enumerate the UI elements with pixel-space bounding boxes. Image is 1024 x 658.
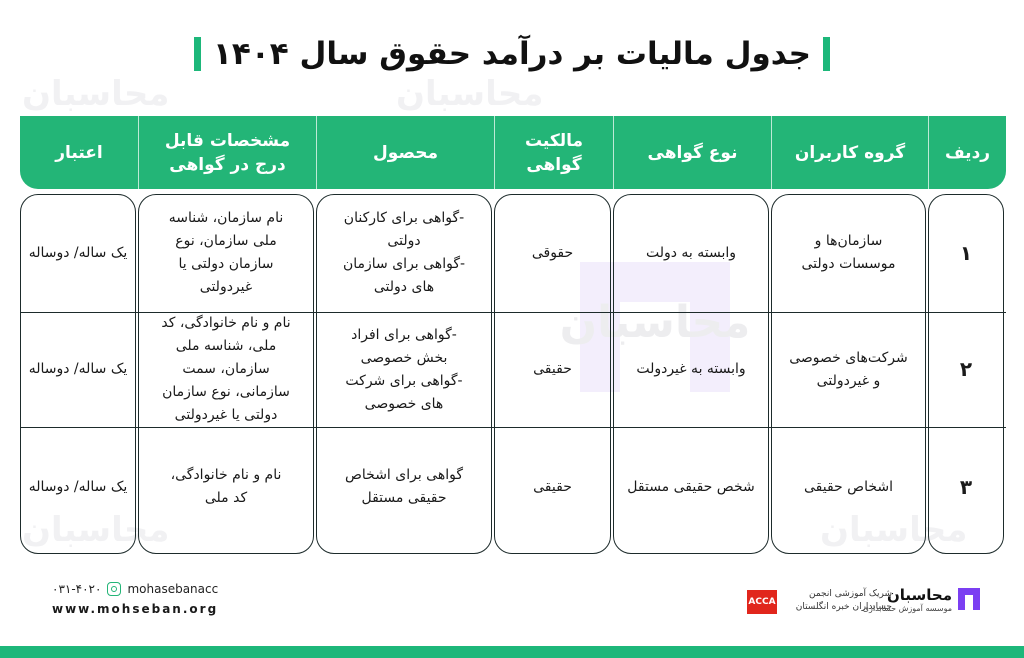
header-cert-type: نوع گواهی	[613, 116, 771, 189]
cell-validity: یک ساله/ دوساله	[28, 478, 128, 495]
cell-details: نام و نام خانوادگی، کد ملی، شناسه ملی سازمان، سمت سازمانی، نوع سازمان دولتی یا غیردولتی	[161, 315, 291, 423]
header-details: مشخصات قابل درج در گواهی	[138, 116, 316, 189]
acca-logo: ACCA	[747, 590, 777, 614]
watermark-text: محاسبان	[396, 74, 544, 114]
header-row: ردیف	[928, 116, 1006, 189]
watermark-text: محاسبان	[820, 510, 968, 550]
bottom-accent-bar	[0, 646, 1024, 658]
acca-caption: شریک آموزشی انجمن حسابداران خبره انگلستان	[795, 589, 892, 612]
brand-block	[862, 586, 952, 613]
cell-ownership: حقیقی	[533, 361, 572, 377]
instagram-handle[interactable]: mohasebanacc	[127, 582, 219, 596]
row-number: ۲	[959, 357, 973, 381]
website-link[interactable]: www.mohseban.org	[52, 602, 219, 616]
table-header	[20, 116, 1006, 189]
cell-validity: یک ساله/ دوساله	[28, 361, 128, 377]
cell-product: -گواهی برای افراد بخش خصوصی -گواهی برای شرکت های خصوصی	[345, 326, 463, 412]
cell-ownership: حقیقی	[533, 478, 572, 495]
cell-group: شرکت‌های خصوصی و غیردولتی	[789, 349, 908, 389]
watermark-center-text: محاسبان	[560, 297, 750, 348]
mohaseban-logo-icon	[956, 586, 982, 612]
header-product: محصول	[316, 116, 494, 189]
brand-name: محاسبان	[886, 586, 952, 604]
title-accent-right	[823, 37, 830, 71]
title-accent-left	[194, 37, 201, 71]
cell-cert-type: وابسته به غیردولت	[636, 361, 746, 377]
row-number: ۱	[959, 240, 973, 265]
cell-validity: یک ساله/ دوساله	[28, 244, 128, 261]
cell-group: سازمان‌ها و موسسات دولتی	[801, 233, 896, 272]
watermark-text: محاسبان	[22, 510, 170, 550]
contact-info	[52, 582, 218, 616]
header-validity: اعتبار	[55, 142, 103, 163]
row-number: ۳	[959, 474, 973, 499]
cell-product: گواهی برای اشخاص حقیقی مستقل	[344, 467, 464, 506]
cell-cert-type: شخص حقیقی مستقل	[627, 478, 755, 495]
cell-details: نام سازمان، شناسه ملی سازمان، نوع سازمان دولتی یا غیردولتی	[168, 210, 284, 295]
cell-product: -گواهی برای کارکنان دولتی -گواهی برای سازمان های دولتی	[342, 210, 466, 295]
header-group: گروه کاربران	[771, 116, 928, 189]
title-area	[0, 36, 1024, 75]
cell-details: نام و نام خانوادگی، کد ملی	[170, 467, 282, 506]
cell-group: اشخاص حقیقی	[804, 478, 894, 495]
watermark-text: محاسبان	[22, 74, 170, 114]
phone-number: ۰۳۱-۴۰۲۰	[52, 582, 102, 596]
cell-ownership: حقوقی	[531, 244, 574, 261]
cell-cert-type: وابسته به دولت	[645, 244, 737, 261]
page-title: جدول مالیات بر درآمد حقوق سال ۱۴۰۴	[212, 36, 811, 72]
brand-subtitle: موسسه آموزش حسابداری	[862, 604, 952, 613]
instagram-icon	[107, 582, 121, 596]
tax-table	[20, 116, 1006, 554]
header-ownership: مالکیت گواهی	[494, 116, 613, 189]
